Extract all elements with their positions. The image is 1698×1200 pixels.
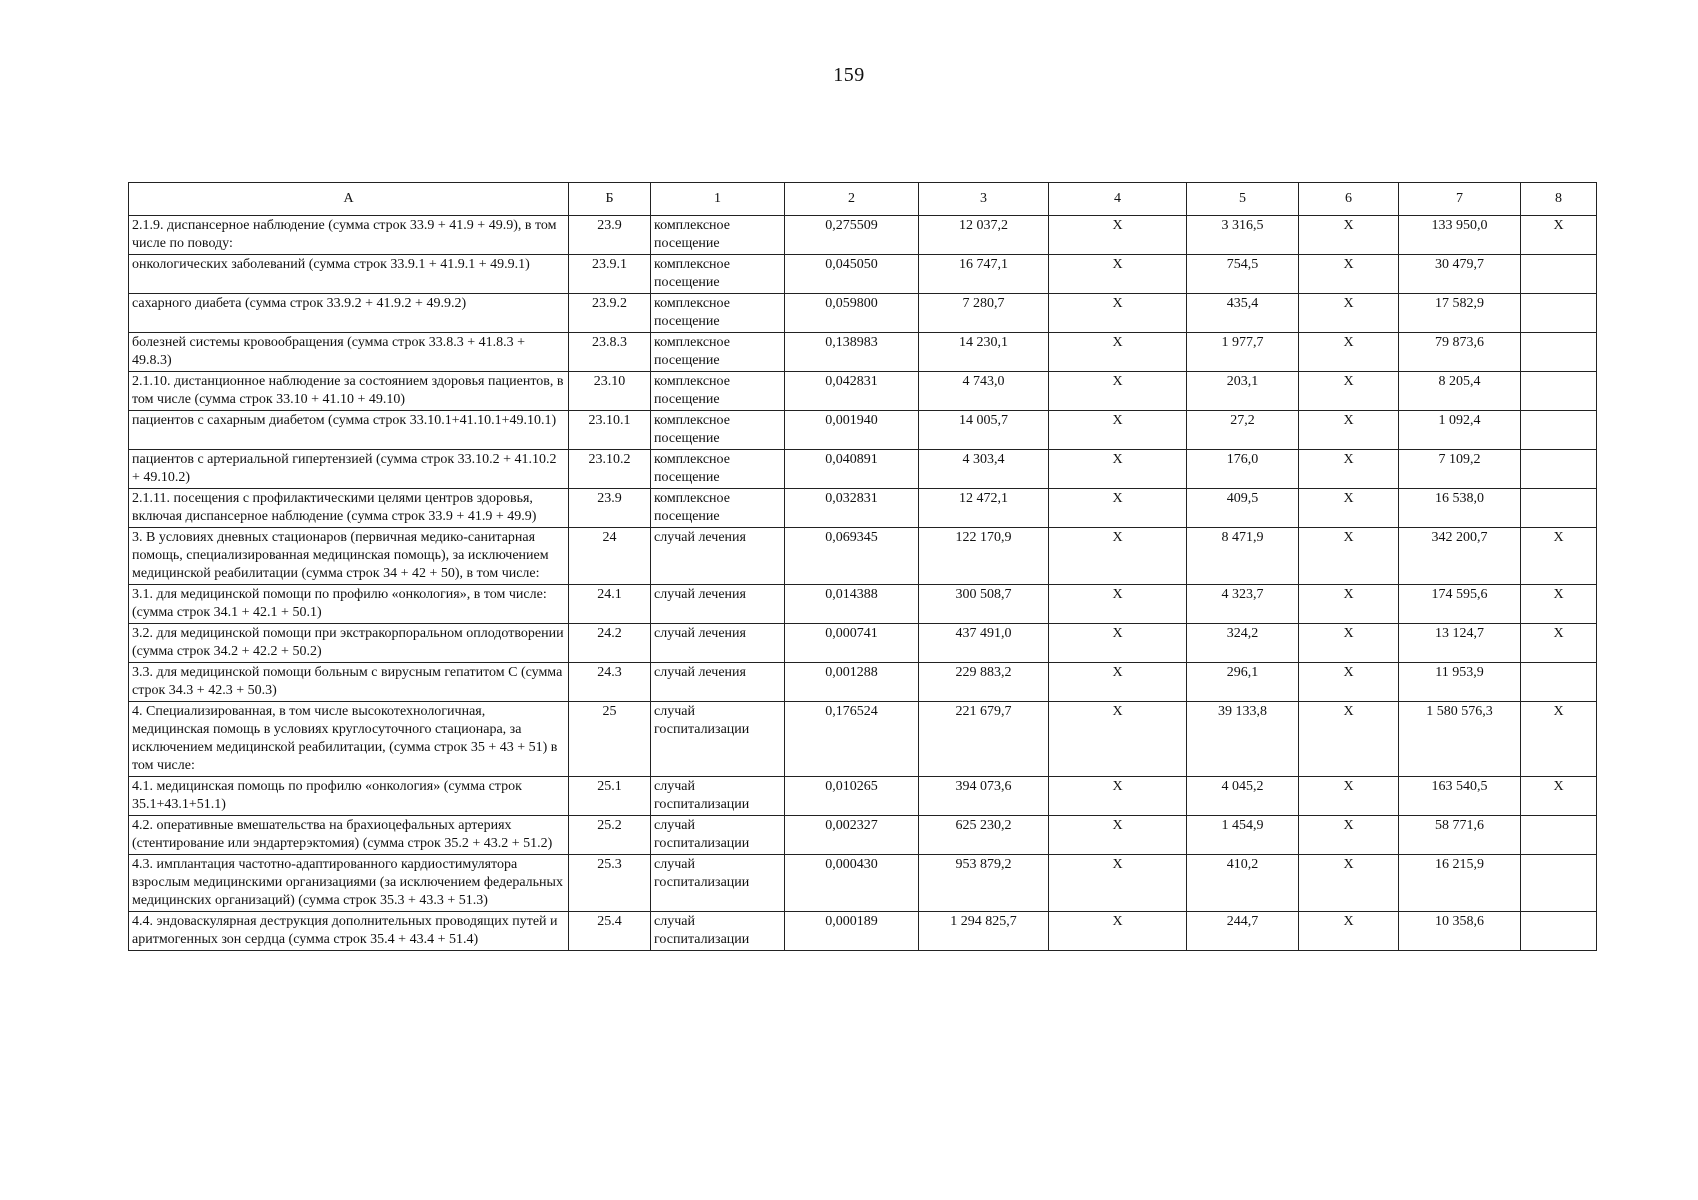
- row-unit-cell: случай госпитализации: [651, 702, 785, 777]
- data-table: [128, 182, 1597, 951]
- row-col6-cell: X: [1299, 450, 1399, 489]
- table-row: [129, 855, 1597, 912]
- row-code-cell: 23.9.2: [569, 294, 651, 333]
- row-col7-cell: 16 215,9: [1399, 855, 1521, 912]
- header-cell-5: 5: [1187, 183, 1299, 216]
- row-col4-cell: X: [1049, 816, 1187, 855]
- header-cell-6: 6: [1299, 183, 1399, 216]
- row-col2-cell: 0,059800: [785, 294, 919, 333]
- row-name-cell: пациентов с сахарным диабетом (сумма строк 33.10.1+41.10.1+49.10.1): [129, 411, 569, 450]
- row-col2-cell: 0,042831: [785, 372, 919, 411]
- table-row: [129, 489, 1597, 528]
- row-col5-cell: 39 133,8: [1187, 702, 1299, 777]
- row-unit-cell: случай лечения: [651, 624, 785, 663]
- row-col4-cell: X: [1049, 624, 1187, 663]
- row-col8-cell: [1521, 912, 1597, 951]
- row-col4-cell: X: [1049, 663, 1187, 702]
- row-col7-cell: 342 200,7: [1399, 528, 1521, 585]
- row-col8-cell: [1521, 333, 1597, 372]
- row-col2-cell: 0,176524: [785, 702, 919, 777]
- row-col4-cell: X: [1049, 216, 1187, 255]
- row-col5-cell: 8 471,9: [1187, 528, 1299, 585]
- row-col6-cell: X: [1299, 912, 1399, 951]
- row-unit-cell: случай госпитализации: [651, 912, 785, 951]
- table-row: [129, 663, 1597, 702]
- row-col2-cell: 0,040891: [785, 450, 919, 489]
- header-cell-a: А: [129, 183, 569, 216]
- row-name-cell: пациентов с артериальной гипертензией (сумма строк 33.10.2 + 41.10.2 + 49.10.2): [129, 450, 569, 489]
- table-row: [129, 255, 1597, 294]
- row-col3-cell: 229 883,2: [919, 663, 1049, 702]
- row-col6-cell: X: [1299, 855, 1399, 912]
- row-col2-cell: 0,000189: [785, 912, 919, 951]
- table-body: [129, 216, 1597, 951]
- row-col8-cell: X: [1521, 702, 1597, 777]
- row-col7-cell: 58 771,6: [1399, 816, 1521, 855]
- row-code-cell: 25.4: [569, 912, 651, 951]
- row-col4-cell: X: [1049, 333, 1187, 372]
- row-col7-cell: 10 358,6: [1399, 912, 1521, 951]
- row-col8-cell: [1521, 489, 1597, 528]
- row-col8-cell: [1521, 372, 1597, 411]
- header-cell-3: 3: [919, 183, 1049, 216]
- header-cell-4: 4: [1049, 183, 1187, 216]
- table-row: [129, 816, 1597, 855]
- row-col2-cell: 0,000741: [785, 624, 919, 663]
- row-code-cell: 25.3: [569, 855, 651, 912]
- row-col3-cell: 1 294 825,7: [919, 912, 1049, 951]
- row-col3-cell: 12 037,2: [919, 216, 1049, 255]
- row-col4-cell: X: [1049, 855, 1187, 912]
- row-col8-cell: [1521, 663, 1597, 702]
- row-unit-cell: случай лечения: [651, 528, 785, 585]
- row-col6-cell: X: [1299, 255, 1399, 294]
- row-col5-cell: 324,2: [1187, 624, 1299, 663]
- row-col5-cell: 176,0: [1187, 450, 1299, 489]
- row-name-cell: 3.1. для медицинской помощи по профилю «онкология», в том числе: (сумма строк 34.1 + 42.1 + 50.1): [129, 585, 569, 624]
- header-cell-2: 2: [785, 183, 919, 216]
- row-name-cell: 4. Специализированная, в том числе высокотехнологичная, медицинская помощь в условиях круглосуточного стационара, за исключением медицинской реабилитации, (сумма строк 35 + 43 + 51) в том числе:: [129, 702, 569, 777]
- row-col2-cell: 0,002327: [785, 816, 919, 855]
- row-col7-cell: 1 092,4: [1399, 411, 1521, 450]
- header-cell-1: 1: [651, 183, 785, 216]
- row-code-cell: 24.3: [569, 663, 651, 702]
- table-row: [129, 450, 1597, 489]
- row-col5-cell: 203,1: [1187, 372, 1299, 411]
- row-code-cell: 23.9: [569, 216, 651, 255]
- row-col3-cell: 394 073,6: [919, 777, 1049, 816]
- row-col8-cell: X: [1521, 777, 1597, 816]
- row-col8-cell: [1521, 255, 1597, 294]
- row-col6-cell: X: [1299, 777, 1399, 816]
- row-col4-cell: X: [1049, 411, 1187, 450]
- table-row: [129, 333, 1597, 372]
- row-col7-cell: 13 124,7: [1399, 624, 1521, 663]
- row-col6-cell: X: [1299, 216, 1399, 255]
- row-col4-cell: X: [1049, 777, 1187, 816]
- row-col5-cell: 410,2: [1187, 855, 1299, 912]
- row-name-cell: 3.3. для медицинской помощи больным с вирусным гепатитом С (сумма строк 34.3 + 42.3 + 50.3): [129, 663, 569, 702]
- table-row: [129, 624, 1597, 663]
- table-row: [129, 216, 1597, 255]
- row-unit-cell: случай лечения: [651, 663, 785, 702]
- row-name-cell: 4.4. эндоваскулярная деструкция дополнительных проводящих путей и аритмогенных зон сердца (сумма строк 35.4 + 43.4 + 51.4): [129, 912, 569, 951]
- row-code-cell: 25.2: [569, 816, 651, 855]
- row-col3-cell: 122 170,9: [919, 528, 1049, 585]
- row-col6-cell: X: [1299, 333, 1399, 372]
- row-code-cell: 23.9: [569, 489, 651, 528]
- table-row: [129, 294, 1597, 333]
- row-col8-cell: X: [1521, 216, 1597, 255]
- row-col5-cell: 1 977,7: [1187, 333, 1299, 372]
- row-col2-cell: 0,001940: [785, 411, 919, 450]
- row-col2-cell: 0,014388: [785, 585, 919, 624]
- row-col4-cell: X: [1049, 489, 1187, 528]
- row-col6-cell: X: [1299, 624, 1399, 663]
- row-col5-cell: 4 323,7: [1187, 585, 1299, 624]
- row-col7-cell: 30 479,7: [1399, 255, 1521, 294]
- row-col5-cell: 27,2: [1187, 411, 1299, 450]
- row-col4-cell: X: [1049, 372, 1187, 411]
- table-row: [129, 585, 1597, 624]
- row-col8-cell: [1521, 294, 1597, 333]
- row-col4-cell: X: [1049, 912, 1187, 951]
- row-col2-cell: 0,000430: [785, 855, 919, 912]
- row-col4-cell: X: [1049, 702, 1187, 777]
- row-col2-cell: 0,045050: [785, 255, 919, 294]
- row-unit-cell: случай госпитализации: [651, 777, 785, 816]
- row-col8-cell: [1521, 411, 1597, 450]
- row-col6-cell: X: [1299, 585, 1399, 624]
- row-unit-cell: случай лечения: [651, 585, 785, 624]
- header-row: [129, 183, 1597, 216]
- row-col7-cell: 174 595,6: [1399, 585, 1521, 624]
- row-col6-cell: X: [1299, 294, 1399, 333]
- row-col6-cell: X: [1299, 663, 1399, 702]
- row-unit-cell: случай госпитализации: [651, 816, 785, 855]
- row-col7-cell: 7 109,2: [1399, 450, 1521, 489]
- row-col3-cell: 7 280,7: [919, 294, 1049, 333]
- table-row: [129, 912, 1597, 951]
- row-col5-cell: 3 316,5: [1187, 216, 1299, 255]
- table-row: [129, 702, 1597, 777]
- row-name-cell: 4.2. оперативные вмешательства на брахиоцефальных артериях (стентирование или эндартерэктомия) (сумма строк 35.2 + 43.2 + 51.2): [129, 816, 569, 855]
- row-code-cell: 23.9.1: [569, 255, 651, 294]
- row-unit-cell: комплексное посещение: [651, 489, 785, 528]
- row-col7-cell: 79 873,6: [1399, 333, 1521, 372]
- row-col3-cell: 14 005,7: [919, 411, 1049, 450]
- row-col2-cell: 0,032831: [785, 489, 919, 528]
- row-col7-cell: 133 950,0: [1399, 216, 1521, 255]
- page-number: 159: [833, 64, 865, 86]
- header-cell-8: 8: [1521, 183, 1597, 216]
- row-col4-cell: X: [1049, 585, 1187, 624]
- row-col6-cell: X: [1299, 702, 1399, 777]
- row-col3-cell: 221 679,7: [919, 702, 1049, 777]
- row-unit-cell: комплексное посещение: [651, 216, 785, 255]
- table-row: [129, 777, 1597, 816]
- table-row: [129, 411, 1597, 450]
- row-col2-cell: 0,010265: [785, 777, 919, 816]
- row-col6-cell: X: [1299, 411, 1399, 450]
- row-col8-cell: X: [1521, 585, 1597, 624]
- row-col8-cell: X: [1521, 624, 1597, 663]
- row-name-cell: 3.2. для медицинской помощи при экстракорпоральном оплодотворении (сумма строк 34.2 + 42.2 + 50.2): [129, 624, 569, 663]
- row-col3-cell: 14 230,1: [919, 333, 1049, 372]
- row-col5-cell: 4 045,2: [1187, 777, 1299, 816]
- row-code-cell: 23.10: [569, 372, 651, 411]
- row-unit-cell: комплексное посещение: [651, 450, 785, 489]
- row-col5-cell: 754,5: [1187, 255, 1299, 294]
- row-code-cell: 25.1: [569, 777, 651, 816]
- row-name-cell: 2.1.10. дистанционное наблюдение за состоянием здоровья пациентов, в том числе (сумма строк 33.10 + 41.10 + 49.10): [129, 372, 569, 411]
- row-name-cell: сахарного диабета (сумма строк 33.9.2 + 41.9.2 + 49.9.2): [129, 294, 569, 333]
- row-col2-cell: 0,001288: [785, 663, 919, 702]
- row-col6-cell: X: [1299, 489, 1399, 528]
- row-code-cell: 25: [569, 702, 651, 777]
- row-col7-cell: 16 538,0: [1399, 489, 1521, 528]
- row-col3-cell: 437 491,0: [919, 624, 1049, 663]
- row-col5-cell: 296,1: [1187, 663, 1299, 702]
- row-col7-cell: 1 580 576,3: [1399, 702, 1521, 777]
- row-unit-cell: комплексное посещение: [651, 411, 785, 450]
- row-col8-cell: [1521, 816, 1597, 855]
- row-col7-cell: 163 540,5: [1399, 777, 1521, 816]
- row-unit-cell: комплексное посещение: [651, 294, 785, 333]
- row-col3-cell: 16 747,1: [919, 255, 1049, 294]
- row-col8-cell: [1521, 450, 1597, 489]
- row-unit-cell: случай госпитализации: [651, 855, 785, 912]
- row-col3-cell: 4 743,0: [919, 372, 1049, 411]
- row-col8-cell: [1521, 855, 1597, 912]
- row-col5-cell: 244,7: [1187, 912, 1299, 951]
- row-name-cell: онкологических заболеваний (сумма строк 33.9.1 + 41.9.1 + 49.9.1): [129, 255, 569, 294]
- row-col7-cell: 11 953,9: [1399, 663, 1521, 702]
- row-name-cell: 3. В условиях дневных стационаров (первичная медико-санитарная помощь, специализированная медицинская помощь), за исключением медицинской реабилитации (сумма строк 34 + 42 + 50), в том числе:: [129, 528, 569, 585]
- row-code-cell: 23.10.2: [569, 450, 651, 489]
- row-col3-cell: 953 879,2: [919, 855, 1049, 912]
- row-name-cell: 2.1.11. посещения с профилактическими целями центров здоровья, включая диспансерное наблюдение (сумма строк 33.9 + 41.9 + 49.9): [129, 489, 569, 528]
- row-col3-cell: 300 508,7: [919, 585, 1049, 624]
- header-cell-7: 7: [1399, 183, 1521, 216]
- row-col5-cell: 409,5: [1187, 489, 1299, 528]
- row-unit-cell: комплексное посещение: [651, 372, 785, 411]
- row-col2-cell: 0,069345: [785, 528, 919, 585]
- row-col4-cell: X: [1049, 450, 1187, 489]
- row-col3-cell: 625 230,2: [919, 816, 1049, 855]
- table-row: [129, 372, 1597, 411]
- row-code-cell: 23.8.3: [569, 333, 651, 372]
- row-name-cell: 2.1.9. диспансерное наблюдение (сумма строк 33.9 + 41.9 + 49.9), в том числе по поводу:: [129, 216, 569, 255]
- row-col4-cell: X: [1049, 528, 1187, 585]
- row-col6-cell: X: [1299, 816, 1399, 855]
- table-row: [129, 528, 1597, 585]
- row-col7-cell: 17 582,9: [1399, 294, 1521, 333]
- row-unit-cell: комплексное посещение: [651, 255, 785, 294]
- row-code-cell: 24.1: [569, 585, 651, 624]
- row-col6-cell: X: [1299, 528, 1399, 585]
- row-name-cell: 4.1. медицинская помощь по профилю «онкология» (сумма строк 35.1+43.1+51.1): [129, 777, 569, 816]
- row-code-cell: 23.10.1: [569, 411, 651, 450]
- row-col4-cell: X: [1049, 255, 1187, 294]
- row-col7-cell: 8 205,4: [1399, 372, 1521, 411]
- row-col2-cell: 0,275509: [785, 216, 919, 255]
- row-code-cell: 24.2: [569, 624, 651, 663]
- row-col5-cell: 1 454,9: [1187, 816, 1299, 855]
- row-col8-cell: X: [1521, 528, 1597, 585]
- row-col6-cell: X: [1299, 372, 1399, 411]
- row-col2-cell: 0,138983: [785, 333, 919, 372]
- row-col4-cell: X: [1049, 294, 1187, 333]
- row-col3-cell: 12 472,1: [919, 489, 1049, 528]
- row-code-cell: 24: [569, 528, 651, 585]
- row-name-cell: 4.3. имплантация частотно-адаптированного кардиостимулятора взрослым медицинскими организациями (за исключением федеральных медицинских организаций) (сумма строк 35.3 + 43.3 + 51.3): [129, 855, 569, 912]
- row-unit-cell: комплексное посещение: [651, 333, 785, 372]
- header-cell-b: Б: [569, 183, 651, 216]
- row-name-cell: болезней системы кровообращения (сумма строк 33.8.3 + 41.8.3 + 49.8.3): [129, 333, 569, 372]
- row-col5-cell: 435,4: [1187, 294, 1299, 333]
- row-col3-cell: 4 303,4: [919, 450, 1049, 489]
